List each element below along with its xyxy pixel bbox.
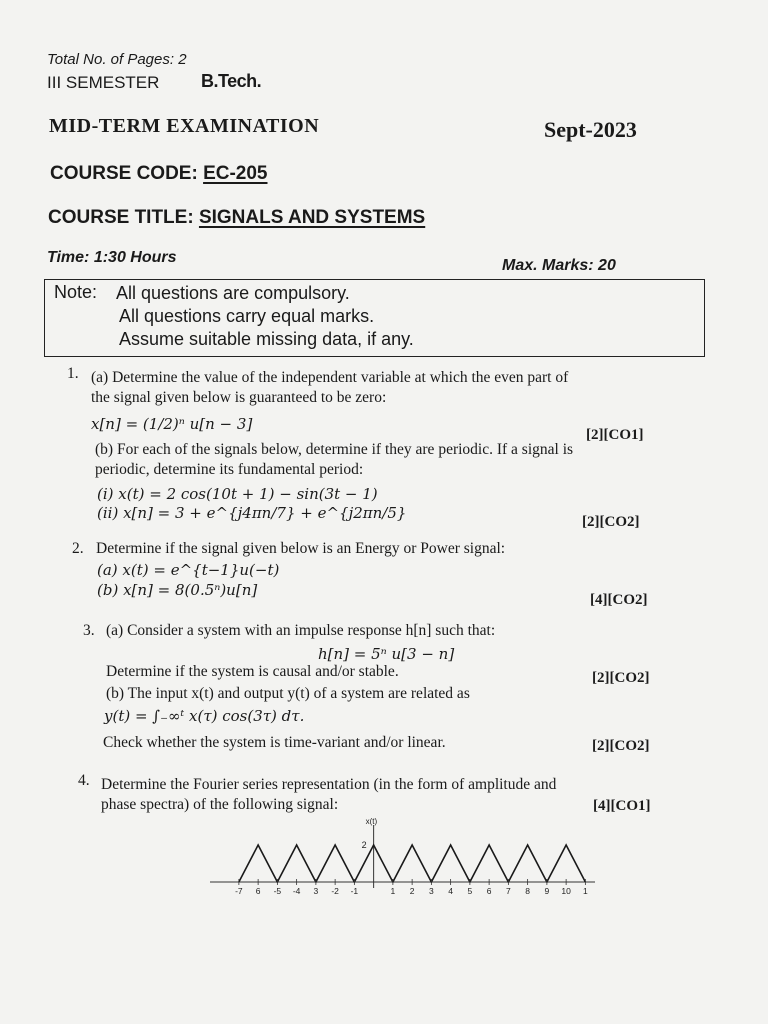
exam-session: Sept-2023 bbox=[544, 117, 637, 142]
triangle-wave-line bbox=[239, 845, 586, 882]
q1b-text: periodic, determine its fundamental period: bbox=[95, 461, 364, 478]
x-tick-label: 1 bbox=[583, 886, 588, 896]
q2-marks: [4][CO2] bbox=[590, 592, 648, 608]
q4-number: 4. bbox=[78, 772, 90, 789]
q1a-text: (a) Determine the value of the independent variable at which the even part of bbox=[91, 369, 569, 386]
course-title-label: COURSE TITLE: bbox=[48, 207, 194, 228]
q1a-equation: x[n] = (1/2)ⁿ u[n − 3] bbox=[91, 415, 253, 433]
x-tick-label: 1 bbox=[390, 886, 396, 896]
x-tick-label: 6 bbox=[255, 886, 261, 896]
exam-title: MID-TERM EXAMINATION bbox=[49, 115, 320, 137]
max-marks: Max. Marks: 20 bbox=[502, 257, 616, 274]
x-tick-label: 8 bbox=[525, 886, 530, 896]
x-tick-label: 6 bbox=[486, 886, 492, 896]
course-title: SIGNALS AND SYSTEMS bbox=[198, 207, 426, 228]
q2-part-a: (a) x(t) = e^{t−1}u(−t) bbox=[97, 561, 280, 579]
q3a-marks: [2][CO2] bbox=[592, 670, 650, 686]
x-tick-label: 3 bbox=[429, 886, 434, 896]
total-pages: Total No. of Pages: 2 bbox=[47, 51, 187, 68]
exam-time: Time: 1:30 Hours bbox=[47, 249, 177, 266]
x-tick-label: -4 bbox=[292, 886, 301, 896]
q3-number: 3. bbox=[83, 622, 95, 639]
q1b-part-i: (i) x(t) = 2 cos(10t + 1) − sin(3t − 1) bbox=[97, 485, 378, 503]
x-tick-label: 3 bbox=[313, 886, 319, 896]
note-line: Assume suitable missing data, if any. bbox=[119, 329, 414, 349]
q3a-text: (a) Consider a system with an impulse response h[n] such that: bbox=[106, 622, 496, 639]
q1b-text: (b) For each of the signals below, determine if they are periodic. If a signal is bbox=[95, 441, 574, 458]
q1a-text: the signal given below is guaranteed to be zero: bbox=[91, 389, 387, 406]
q2-number: 2. bbox=[72, 540, 84, 557]
q3a-text: Determine if the system is causal and/or stable. bbox=[106, 663, 399, 680]
x-tick-label: 4 bbox=[448, 886, 453, 896]
program: B.Tech. bbox=[201, 71, 262, 91]
note-line: All questions carry equal marks. bbox=[119, 306, 375, 326]
q4-marks: [4][CO1] bbox=[593, 798, 651, 814]
semester: III SEMESTER bbox=[47, 73, 160, 92]
q2-text: Determine if the signal given below is an Energy or Power signal: bbox=[96, 540, 506, 557]
x-tick-label: 2 bbox=[409, 886, 415, 896]
note-line: All questions are compulsory. bbox=[116, 283, 350, 303]
course-code: EC-205 bbox=[203, 163, 268, 184]
x-tick-label: 5 bbox=[467, 886, 473, 896]
q4-text: Determine the Fourier series representation (in the form of amplitude and bbox=[101, 776, 557, 793]
x-tick-label: 9 bbox=[544, 886, 550, 896]
peak-value-label: 2 bbox=[361, 840, 367, 850]
course-code-row bbox=[50, 163, 268, 185]
q3b-text: Check whether the system is time-variant and/or linear. bbox=[103, 734, 446, 751]
x-tick-label: -2 bbox=[331, 886, 339, 896]
q1b-part-ii: (ii) x[n] = 3 + e^{j4πn/7} + e^{j2πn/5} bbox=[97, 504, 407, 522]
x-tick-label: -7 bbox=[235, 886, 243, 896]
q1-number: 1. bbox=[67, 365, 79, 382]
q1b-marks: [2][CO2] bbox=[582, 514, 640, 530]
q1a-marks: [2][CO1] bbox=[586, 427, 644, 443]
note-label: Note: bbox=[54, 282, 98, 302]
x-tick-label: 10 bbox=[561, 886, 571, 896]
triangle-wave-plot bbox=[200, 815, 600, 905]
q3b-equation: y(t) = ∫₋∞ᵗ x(τ) cos(3τ) dτ. bbox=[104, 707, 305, 725]
x-tick-label: -1 bbox=[350, 886, 359, 896]
course-code-label: COURSE CODE: bbox=[50, 163, 198, 184]
q3a-equation: h[n] = 5ⁿ u[3 − n] bbox=[318, 645, 455, 663]
q3b-marks: [2][CO2] bbox=[592, 738, 650, 754]
x-tick-label: -5 bbox=[273, 886, 282, 896]
q4-text: phase spectra) of the following signal: bbox=[101, 796, 339, 813]
course-title-row bbox=[48, 207, 425, 229]
q3b-text: (b) The input x(t) and output y(t) of a system are related as bbox=[106, 685, 470, 702]
y-axis-label: x(t) bbox=[365, 817, 378, 826]
q2-part-b: (b) x[n] = 8(0.5ⁿ)u[n] bbox=[97, 581, 258, 599]
x-tick-label: 7 bbox=[506, 886, 511, 896]
